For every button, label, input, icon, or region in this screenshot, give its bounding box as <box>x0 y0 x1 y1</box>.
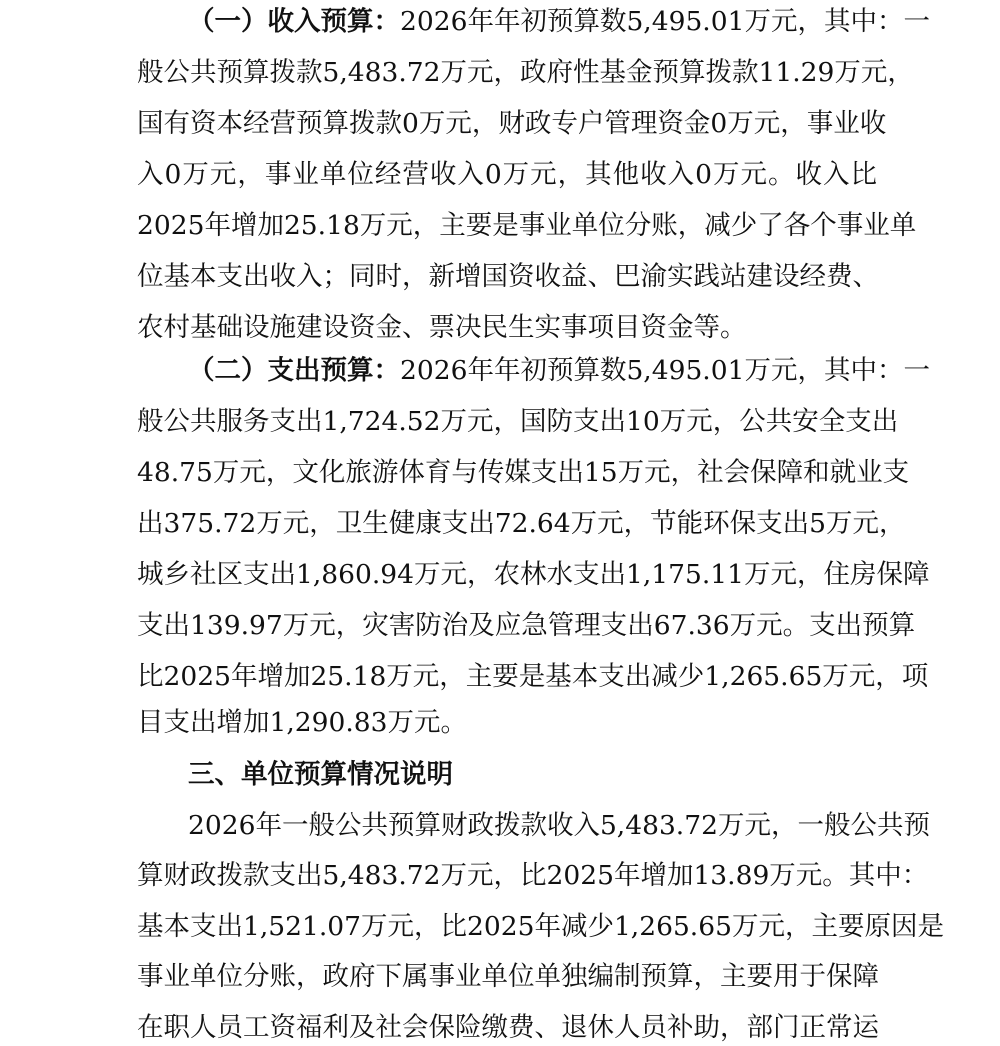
text-line: 城乡社区支出1,860.94万元，农林水支出1,175.11万元，住房保障 <box>137 559 930 590</box>
text-line: 在职人员工资福利及社会保险缴费、退休人员补助，部门正常运 <box>137 1012 879 1043</box>
text-line: 位基本支出收入；同时，新增国资收益、巴渝实践站建设经费、 <box>137 261 879 292</box>
income-text: 2026年年初预算数5,495.01万元，其中：一 <box>400 6 930 37</box>
paragraph-income-line-1 <box>188 4 930 40</box>
section-heading: 三、单位预算情况说明 <box>188 759 453 790</box>
text-line: 出375.72万元，卫生健康支出72.64万元，节能环保支出5万元， <box>137 508 906 539</box>
text-line: 支出139.97万元，灾害防治及应急管理支出67.36万元。支出预算 <box>137 610 916 641</box>
text-line: 事业单位分账，政府下属事业单位单独编制预算，主要用于保障 <box>137 961 879 992</box>
text-line: 基本支出1,521.07万元，比2025年减少1,265.65万元，主要原因是 <box>137 911 944 942</box>
text-line: 般公共服务支出1,724.52万元，国防支出10万元，公共安全支出 <box>137 406 899 437</box>
text-line: 2025年增加25.18万元，主要是事业单位分账，减少了各个事业单 <box>137 210 917 241</box>
text-line: 入0万元，事业单位经营收入0万元，其他收入0万元。收入比 <box>137 159 877 190</box>
text-line: 2026年一般公共预算财政拨款收入5,483.72万元，一般公共预 <box>188 810 930 841</box>
paragraph-expense-line-1 <box>188 353 930 389</box>
text-line: 农村基础设施建设资金、票决民生实事项目资金等。 <box>137 312 747 343</box>
income-heading: （一）收入预算： <box>188 6 400 37</box>
text-line: 48.75万元，文化旅游体育与传媒支出15万元，社会保障和就业支 <box>137 457 910 488</box>
text-line: 目支出增加1,290.83万元。 <box>137 707 468 738</box>
expense-heading: （二）支出预算： <box>188 355 400 386</box>
text-line: 比2025年增加25.18万元，主要是基本支出减少1,265.65万元，项 <box>137 661 929 692</box>
text-line: 算财政拨款支出5,483.72万元，比2025年增加13.89万元。其中： <box>137 860 929 891</box>
text-line: 国有资本经营预算拨款0万元，财政专户管理资金0万元，事业收 <box>137 108 887 139</box>
expense-text: 2026年年初预算数5,495.01万元，其中：一 <box>400 355 930 386</box>
text-line: 般公共预算拨款5,483.72万元，政府性基金预算拨款11.29万元， <box>137 57 914 88</box>
